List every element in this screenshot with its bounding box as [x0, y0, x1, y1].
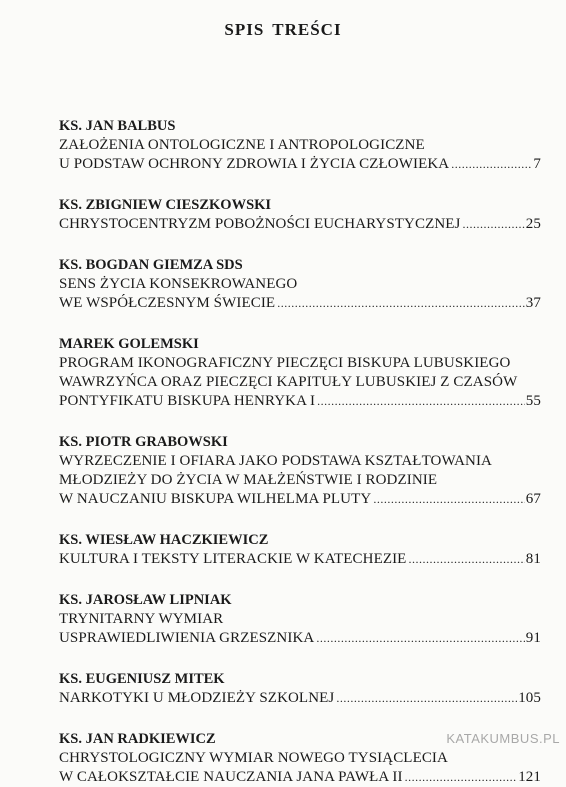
toc-entry-title-line: TRYNITARNY WYMIAR	[59, 611, 224, 627]
toc-entry-title-line	[59, 490, 541, 509]
toc-entry-title-line: CHRYSTOLOGICZNY WYMIAR NOWEGO TYSIĄCLECIA	[59, 750, 448, 766]
toc-entry-title-line	[59, 689, 541, 708]
dot-leader	[373, 490, 524, 509]
toc-entry-author: KS. WIESŁAW HACZKIEWICZ	[59, 532, 269, 548]
dot-leader	[408, 550, 524, 569]
toc-entry-title-text: W NAUCZANIU BISKUPA WILHELMA PLUTY	[59, 491, 372, 507]
toc-entry-author: KS. JAROSŁAW LIPNIAK	[59, 592, 232, 608]
toc-entry-title-line: ZAŁOŻENIA ONTOLOGICZNE I ANTROPOLOGICZNE	[59, 137, 425, 153]
dot-leader	[317, 392, 525, 411]
toc-entry-title-line	[59, 215, 541, 234]
toc-entry-page-number: 25	[525, 216, 541, 232]
toc-entry-author: KS. JAN RADKIEWICZ	[59, 731, 216, 747]
toc-entry	[59, 531, 541, 569]
toc-entry-title-line	[59, 392, 541, 411]
table-of-contents	[59, 117, 541, 787]
toc-entry	[59, 433, 541, 509]
toc-entry-title-text: PONTYFIKATU BISKUPA HENRYKA I	[59, 393, 316, 409]
toc-entry-title-line	[59, 629, 541, 648]
toc-entry-page-number: 105	[518, 690, 541, 706]
toc-entry-title-text: W CAŁOKSZTAŁCIE NAUCZANIA JANA PAWŁA II	[59, 769, 403, 785]
toc-entry-page-number: 37	[525, 295, 541, 311]
toc-entry-page-number: 55	[525, 393, 541, 409]
toc-entry-title-text: KULTURA I TEKSTY LITERACKIE W KATECHEZIE	[59, 551, 407, 567]
toc-entry-title-line	[59, 768, 541, 787]
toc-entry-author: KS. JAN BALBUS	[59, 118, 176, 134]
toc-entry-title-line	[59, 550, 541, 569]
dot-leader	[462, 215, 524, 234]
toc-entry	[59, 670, 541, 708]
watermark: KATAKUMBUS.PL	[446, 731, 560, 746]
dot-leader	[405, 768, 518, 787]
dot-leader	[277, 294, 525, 313]
toc-entry-title-text: USPRAWIEDLIWIENIA GRZESZNIKA	[59, 630, 315, 646]
toc-entry-title-text: WE WSPÓŁCZESNYM ŚWIECIE	[59, 295, 276, 311]
dot-leader	[451, 155, 532, 174]
toc-entry-author: KS. ZBIGNIEW CIESZKOWSKI	[59, 197, 272, 213]
toc-entry-page-number: 81	[525, 551, 541, 567]
toc-entry-title-line: SENS ŻYCIA KONSEKROWANEGO	[59, 276, 298, 292]
dot-leader	[336, 689, 517, 708]
page-title: SPIS TREŚCI	[224, 20, 342, 39]
toc-entry-page-number: 91	[525, 630, 541, 646]
toc-entry	[59, 335, 541, 411]
toc-entry-author: MAREK GOLEMSKI	[59, 336, 199, 352]
toc-entry	[59, 196, 541, 234]
toc-entry-title-line: MŁODZIEŻY DO ŻYCIA W MAŁŻEŃSTWIE I RODZINIE	[59, 472, 438, 488]
toc-entry	[59, 256, 541, 313]
toc-entry-title-line	[59, 294, 541, 313]
toc-entry-title-line: PROGRAM IKONOGRAFICZNY PIECZĘCI BISKUPA LUBUSKIEGO	[59, 355, 511, 371]
toc-entry-title-text: NARKOTYKI U MŁODZIEŻY SZKOLNEJ	[59, 690, 335, 706]
toc-entry-page-number: 7	[533, 156, 541, 172]
toc-entry	[59, 117, 541, 174]
toc-entry-author: KS. BOGDAN GIEMZA SDS	[59, 257, 243, 273]
toc-entry	[59, 591, 541, 648]
toc-entry-title-line: WYRZECZENIE I OFIARA JAKO PODSTAWA KSZTAŁTOWANIA	[59, 453, 492, 469]
dot-leader	[316, 629, 524, 648]
toc-entry-title-line	[59, 155, 541, 174]
toc-entry-page-number: 67	[525, 491, 541, 507]
toc-entry-author: KS. PIOTR GRABOWSKI	[59, 434, 228, 450]
toc-entry-author: KS. EUGENIUSZ MITEK	[59, 671, 225, 687]
toc-entry-title-text: U PODSTAW OCHRONY ZDROWIA I ŻYCIA CZŁOWIEKA	[59, 156, 450, 172]
toc-entry-title-line: WAWRZYŃCA ORAZ PIECZĘCI KAPITUŁY LUBUSKIEJ Z CZASÓW	[59, 374, 518, 390]
toc-entry-title-text: CHRYSTOCENTRYZM POBOŻNOŚCI EUCHARYSTYCZNEJ	[59, 216, 461, 232]
toc-entry-page-number: 121	[518, 769, 541, 785]
